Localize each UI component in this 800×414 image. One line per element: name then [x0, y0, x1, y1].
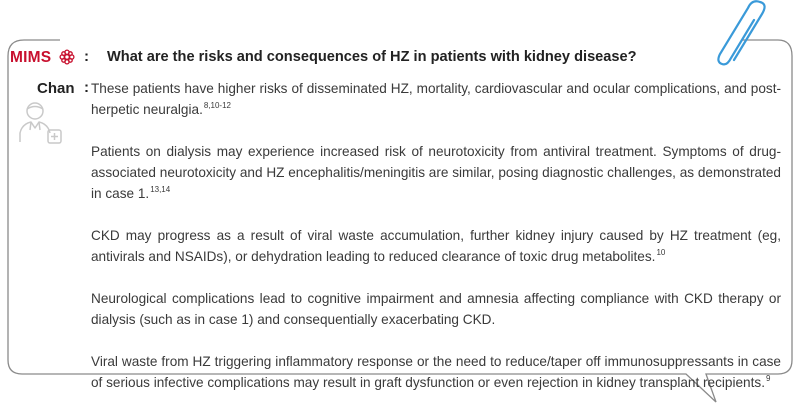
flower-logo-icon [59, 49, 75, 65]
speaker-colon: : [84, 79, 89, 96]
brand-logo: MIMS [10, 49, 52, 66]
reference-superscript: 9 [765, 374, 771, 384]
reference-superscript: 10 [656, 248, 666, 258]
speaker-name: Chan [37, 80, 75, 97]
answer-body [91, 78, 781, 414]
answer-paragraph: CKD may progress as a result of viral waste accumulation, further kidney injury caused by HZ treatment (eg, antivirals and NSAIDs), or dehydration leading to reduced clearance of toxic drug metabolites.$^{10}$ [91, 228, 781, 264]
answer-paragraph: These patients have higher risks of disseminated HZ, mortality, cardiovascular and ocular complications, and post-herpetic neuralgia.$^{8,10-12}$ [91, 81, 781, 117]
answer-paragraph: Patients on dialysis may experience increased risk of neurotoxicity from antiviral treatment. Symptoms of drug-associated neurotoxicity and HZ encephalitis/meningitis are similar, posing diagnostic challenges, as demonstrated in case 1.$^{13,14}$ [91, 144, 781, 201]
answer-paragraph: Viral waste from HZ triggering inflammatory response or the need to reduce/taper off immunosuppressants in case of serious infective complications may result in graft dysfunction or even rejection in kidney transplant recipients.$^9$ [91, 354, 781, 390]
reference-superscript: 13,14 [150, 185, 171, 195]
answer-paragraph: Neurological complications lead to cognitive impairment and amnesia affecting compliance with CKD therapy or dialysis (such as in case 1) and consequentially exacerbating CKD. [91, 291, 781, 327]
question-row [0, 47, 800, 69]
doctor-avatar-icon [18, 100, 64, 144]
question-text: What are the risks and consequences of HZ in patients with kidney disease? [107, 49, 637, 65]
reference-superscript: 8,10-12 [203, 101, 231, 111]
question-colon: : [84, 48, 89, 65]
